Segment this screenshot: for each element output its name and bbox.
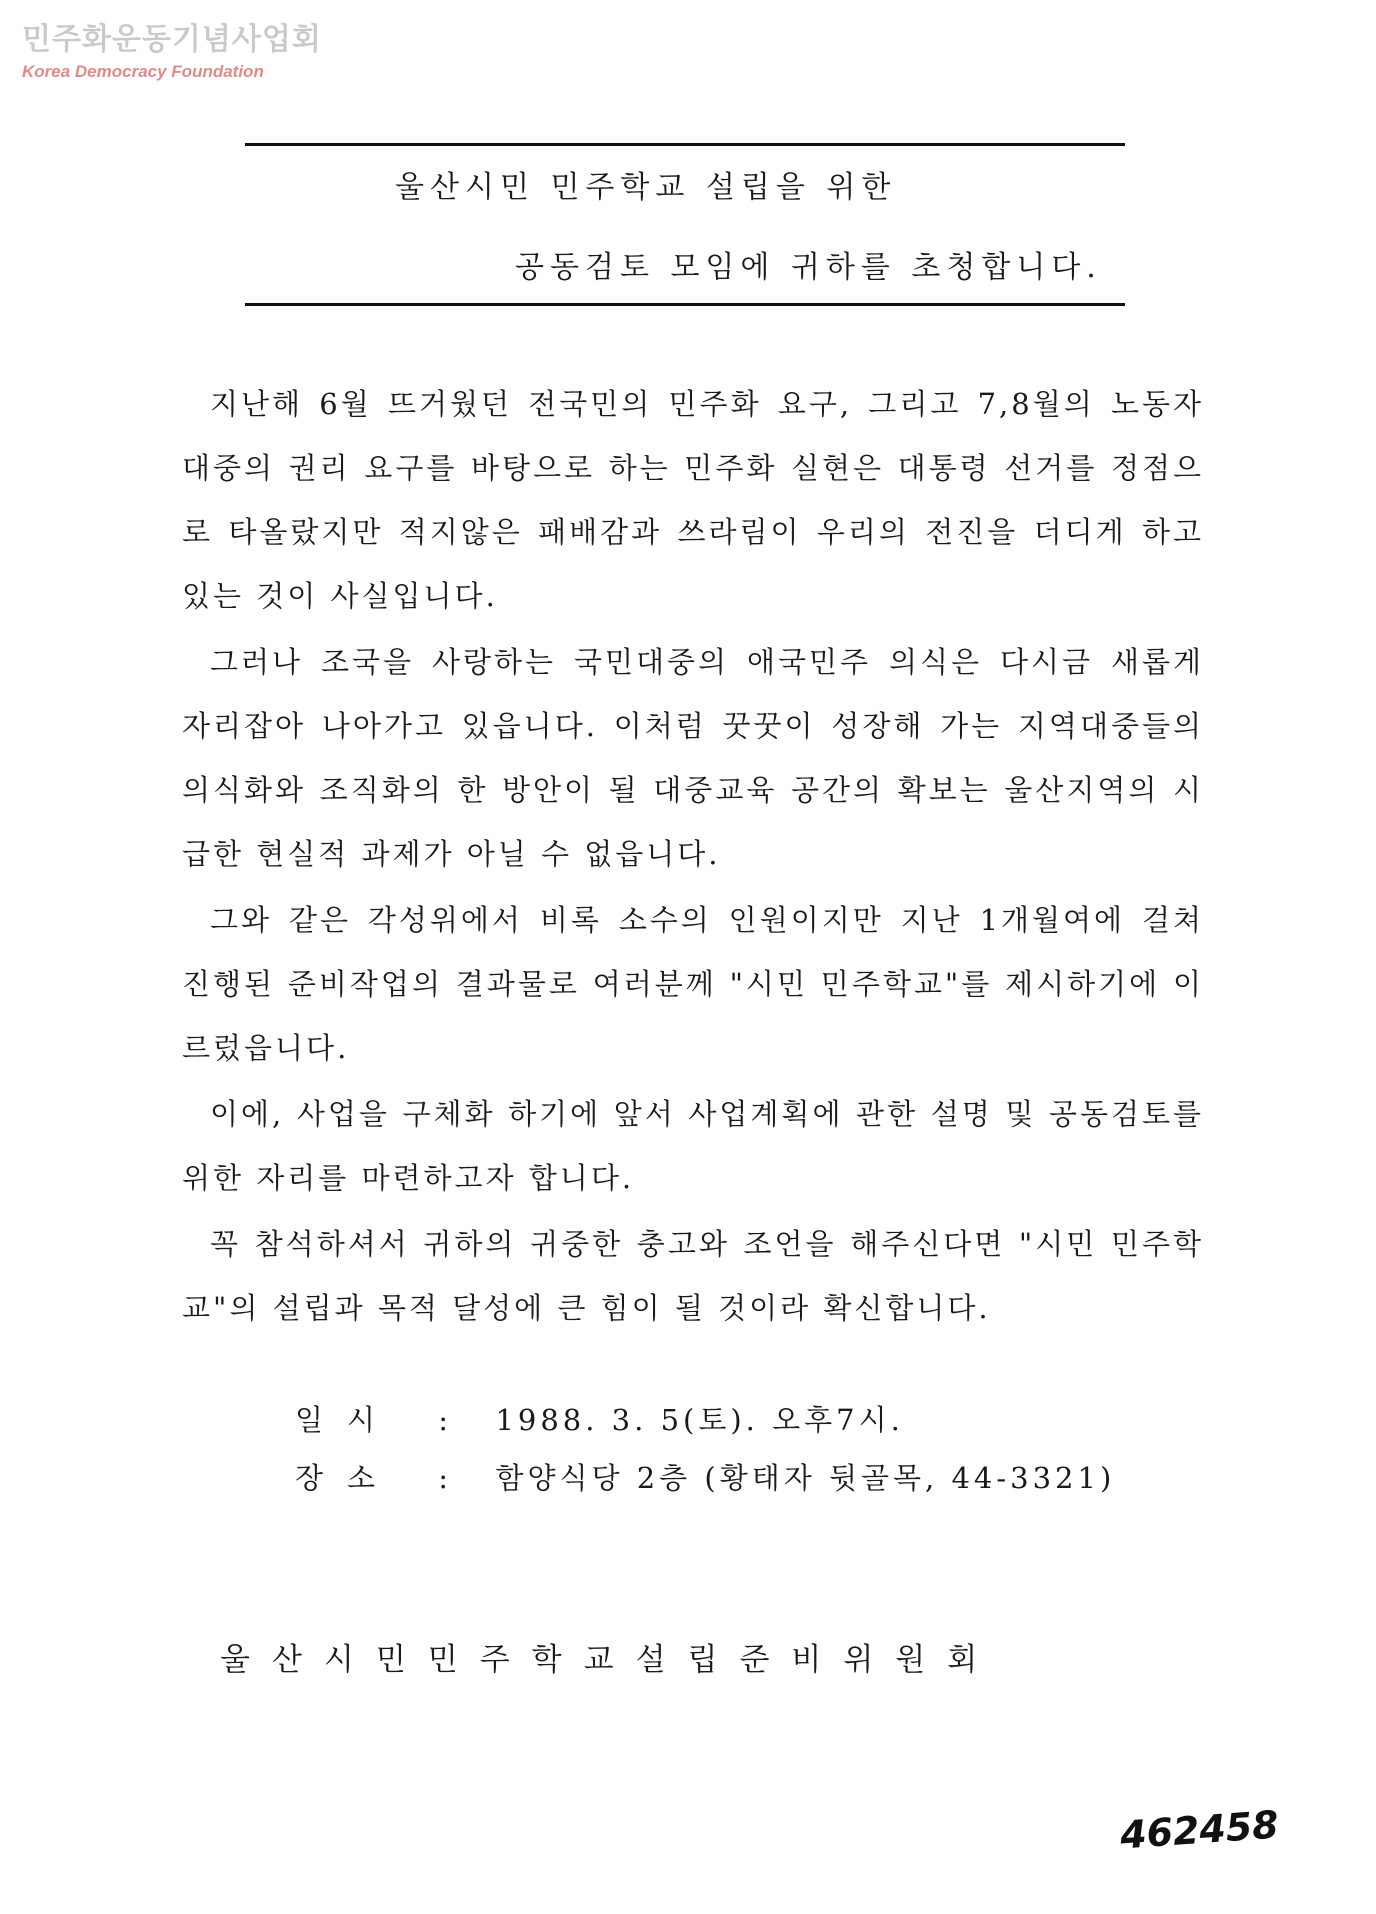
watermark-english: Korea Democracy Foundation: [22, 62, 264, 81]
watermark: [22, 22, 322, 82]
body-paragraph: 그와 같은 각성위에서 비록 소수의 인원이지만 지난 1개월여에 걸쳐 진행된 준비작업의 결과물로 여러분께 "시민 민주학교"를 제시하기에 이르렀읍니다.: [182, 903, 1204, 1065]
place-colon: :: [438, 1461, 452, 1495]
date-label: 일시: [295, 1403, 400, 1437]
date-colon: :: [438, 1403, 452, 1437]
date-row: [295, 1398, 1115, 1456]
title-bottom-rule: [245, 303, 1125, 306]
body-paragraph: 지난해 6월 뜨거웠던 전국민의 민주화 요구, 그리고 7,8월의 노동자 대중의 권리 요구를 바탕으로 하는 민주화 실현은 대통령 선거를 정점으로 타올랐지만 적지않은 패배감과 쓰라림이 우리의 전진을 더디게 하고 있는 것이 사실입니다.: [182, 387, 1204, 613]
organization-signature: 울산시민민주학교설립준비위원회: [220, 1642, 1000, 1678]
title-top-rule: [245, 143, 1125, 146]
title-line-2: 공동검토 모임에 귀하를 초청합니다.: [515, 250, 1102, 285]
place-value: 함양식당 2층 (황태자 뒷골목, 44-3321): [495, 1461, 1116, 1495]
place-row: [295, 1456, 1115, 1514]
watermark-korean: 민주화운동기념사업회: [22, 22, 322, 57]
date-value: 1988. 3. 5(토). 오후7시.: [495, 1403, 904, 1437]
body-paragraph: 그러나 조국을 사랑하는 국민대중의 애국민주 의식은 다시금 새롭게 자리잡아 나아가고 있읍니다. 이처럼 꿋꿋이 성장해 가는 지역대중들의 의식화와 조직화의 한 방안이 될 대중교육 공간의 확보는 울산지역의 시급한 현실적 과제가 아닐 수 없읍니다.: [182, 645, 1204, 871]
title-line-1: 울산시민 민주학교 설립을 위한: [395, 170, 897, 205]
document-number: 462458: [1118, 1802, 1280, 1858]
event-details: [295, 1398, 1115, 1514]
letter-body: [182, 372, 1204, 1342]
body-paragraph: 이에, 사업을 구체화 하기에 앞서 사업계획에 관한 설명 및 공동검토를 위한 자리를 마련하고자 합니다.: [182, 1097, 1204, 1195]
place-label: 장소: [295, 1461, 400, 1495]
body-paragraph: 꼭 참석하셔서 귀하의 귀중한 충고와 조언을 해주신다면 "시민 민주학교"의 설립과 목적 달성에 큰 힘이 될 것이라 확신합니다.: [182, 1227, 1204, 1325]
